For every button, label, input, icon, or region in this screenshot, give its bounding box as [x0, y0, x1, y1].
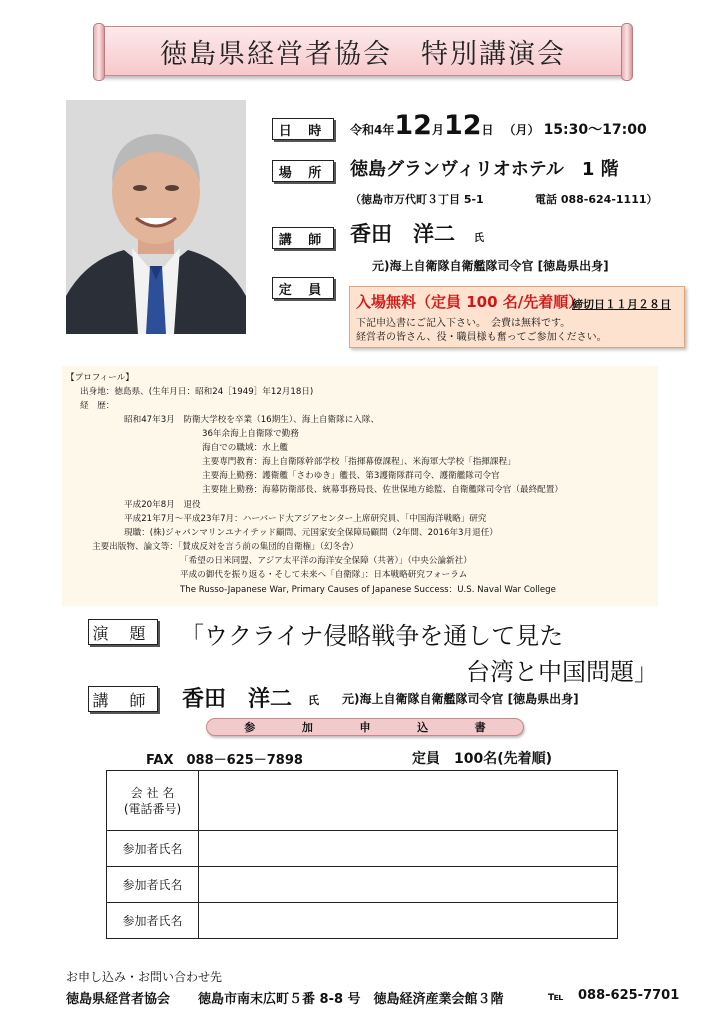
participant-field[interactable] — [199, 903, 618, 939]
venue-name: 徳島グランヴィリオホテル 1 階 — [350, 159, 619, 180]
note-line-1: 下記申込書にご記入下さい。 会費は無料です。 — [356, 318, 571, 329]
topic-label: 演 題 — [88, 619, 158, 645]
date-day: 12 — [443, 110, 482, 141]
participant-label: 参加者氏名 — [107, 867, 199, 903]
company-field[interactable] — [199, 771, 618, 831]
table-row — [107, 903, 618, 939]
participant-field[interactable] — [199, 867, 618, 903]
profile-line: 平成20年8月 退役 — [124, 500, 201, 510]
application-title-bar — [206, 718, 524, 736]
profile-line: 平成21年7月～平成23年7月：ハーバード大アジアセンター上席研究員、「中国海洋戦略」研究 — [124, 514, 487, 524]
lecture-speaker-title: 元)海上自衛隊自衛艦隊司令官 [徳島県出身] — [342, 692, 579, 706]
company-label: 会 社 名 — [130, 785, 175, 800]
footer-tel-label: ℡ — [548, 989, 564, 1003]
speaker-label: 講 師 — [272, 227, 334, 249]
profile-line: 主要専門教育：海上自衛隊幹部学校「指揮幕僚課程」、米海軍大学校「指揮課程」 — [202, 457, 516, 467]
profile-line: 平成の御代を振り返る・そして未来へ「自衛隊」：日本戦略研究フォーラム — [180, 570, 468, 580]
date-day-unit: 日 — [481, 123, 494, 137]
event-time: 15:30～17:00 — [543, 122, 647, 138]
row-label-company — [107, 771, 199, 831]
note-line-2: 経営者の皆さん、役・職員様も奮ってご参加ください。 — [356, 332, 607, 343]
application-form — [106, 770, 618, 939]
footer-address: 徳島市南末広町５番 8-8 号 徳島経済産業会館３階 — [198, 992, 504, 1007]
profile-line: 経 歴： — [80, 401, 115, 411]
speaker-portrait-image — [66, 100, 246, 334]
date-prefix: 令和4年 — [350, 123, 395, 137]
profile-line: 昭和47年3月 防衛大学校を卒業（16期生）、海上自衛隊に入隊、 — [124, 415, 380, 425]
profile-heading: 【プロフィール】 — [66, 373, 134, 383]
profile-line: 現職：(株)ジャパンマリンユナイテッド顧問、元国家安全保障局顧問（2年間、2016年3月退任） — [124, 528, 498, 538]
profile-line: 「希望の日米同盟、アジア太平洋の海洋安全保障（共著）」（中央公論新社） — [180, 556, 472, 566]
participant-field[interactable] — [199, 831, 618, 867]
date-weekday: （月） — [503, 123, 540, 137]
venue-address: （徳島市万代町３丁目 5-1 — [350, 193, 484, 206]
application-capacity: 定員 100名(先着順) — [412, 751, 553, 767]
profile-line: 36年余海上自衛隊で勤務 — [202, 429, 299, 439]
table-row — [107, 867, 618, 903]
table-row — [107, 831, 618, 867]
profile-line: 出身地：徳島県、(生年月日：昭和24［1949］年12月18日) — [80, 387, 314, 397]
profile-line: 主要陸上勤務：海幕防衛部長、統幕事務局長、佐世保地方総監、自衛艦隊司令官（最終配置） — [202, 485, 563, 495]
datetime-label: 日 時 — [272, 118, 334, 140]
profile-panel — [62, 366, 658, 606]
date-month-unit: 月 — [431, 123, 444, 137]
event-datetime — [350, 110, 647, 141]
capacity-label: 定 員 — [272, 277, 334, 299]
application-title-char: 込 — [417, 721, 429, 734]
profile-line: The Russo-Japanese War, Primary Causes of Japanese Success：U.S. Naval War College — [180, 585, 556, 595]
speaker-title: 元)海上自衛隊自衛艦隊司令官 [徳島県出身] — [372, 259, 609, 273]
venue-phone: 電話 088-624-1111） — [535, 193, 658, 206]
free-entry-text: 入場無料（定員 100 名/先着順） — [356, 293, 584, 311]
application-title-char: 書 — [474, 721, 486, 734]
page-title: 徳島県経営者協会 特別講演会 — [160, 38, 566, 70]
profile-line: 主要出版物、論文等：「賛成反対を言う前の集団的自衛権」（幻冬舎） — [92, 542, 359, 552]
table-row — [107, 771, 618, 831]
speaker-honorific: 氏 — [474, 233, 484, 244]
lecture-speaker-honorific: 氏 — [308, 694, 319, 707]
participant-label: 参加者氏名 — [107, 903, 199, 939]
footer-org: 徳島県経営者協会 — [66, 992, 171, 1007]
company-phone-label: (電話番号) — [123, 801, 182, 816]
lecture-speaker-name: 香田 洋二 — [182, 687, 293, 712]
speaker-name: 香田 洋二 — [350, 222, 455, 246]
application-title-char: 参 — [244, 721, 256, 734]
contact-heading: お申し込み・お問い合わせ先 — [66, 970, 223, 984]
profile-line: 海自での職域：水上艦 — [202, 443, 288, 453]
topic-line-1: 「ウクライナ侵略戦争を通して見た — [180, 622, 564, 650]
speaker-photo — [66, 100, 246, 334]
application-title-char: 加 — [301, 721, 313, 734]
profile-line: 主要海上勤務：護衛艦「さわゆき」艦長、第3護衛隊群司令、護衛艦隊司令官 — [202, 471, 500, 481]
footer-tel: 088-625-7701 — [578, 988, 680, 1003]
date-month: 12 — [394, 110, 432, 141]
venue-label: 場 所 — [272, 160, 334, 182]
participant-label: 参加者氏名 — [107, 831, 199, 867]
lecture-speaker-label: 講 師 — [88, 686, 158, 712]
application-title-char: 申 — [359, 721, 371, 734]
deadline-text: 締切日１１月２８日 — [572, 298, 671, 311]
fax-number: FAX 088－625－7898 — [146, 753, 303, 768]
topic-line-2: 台湾と中国問題」 — [466, 658, 658, 686]
title-banner — [98, 26, 628, 76]
